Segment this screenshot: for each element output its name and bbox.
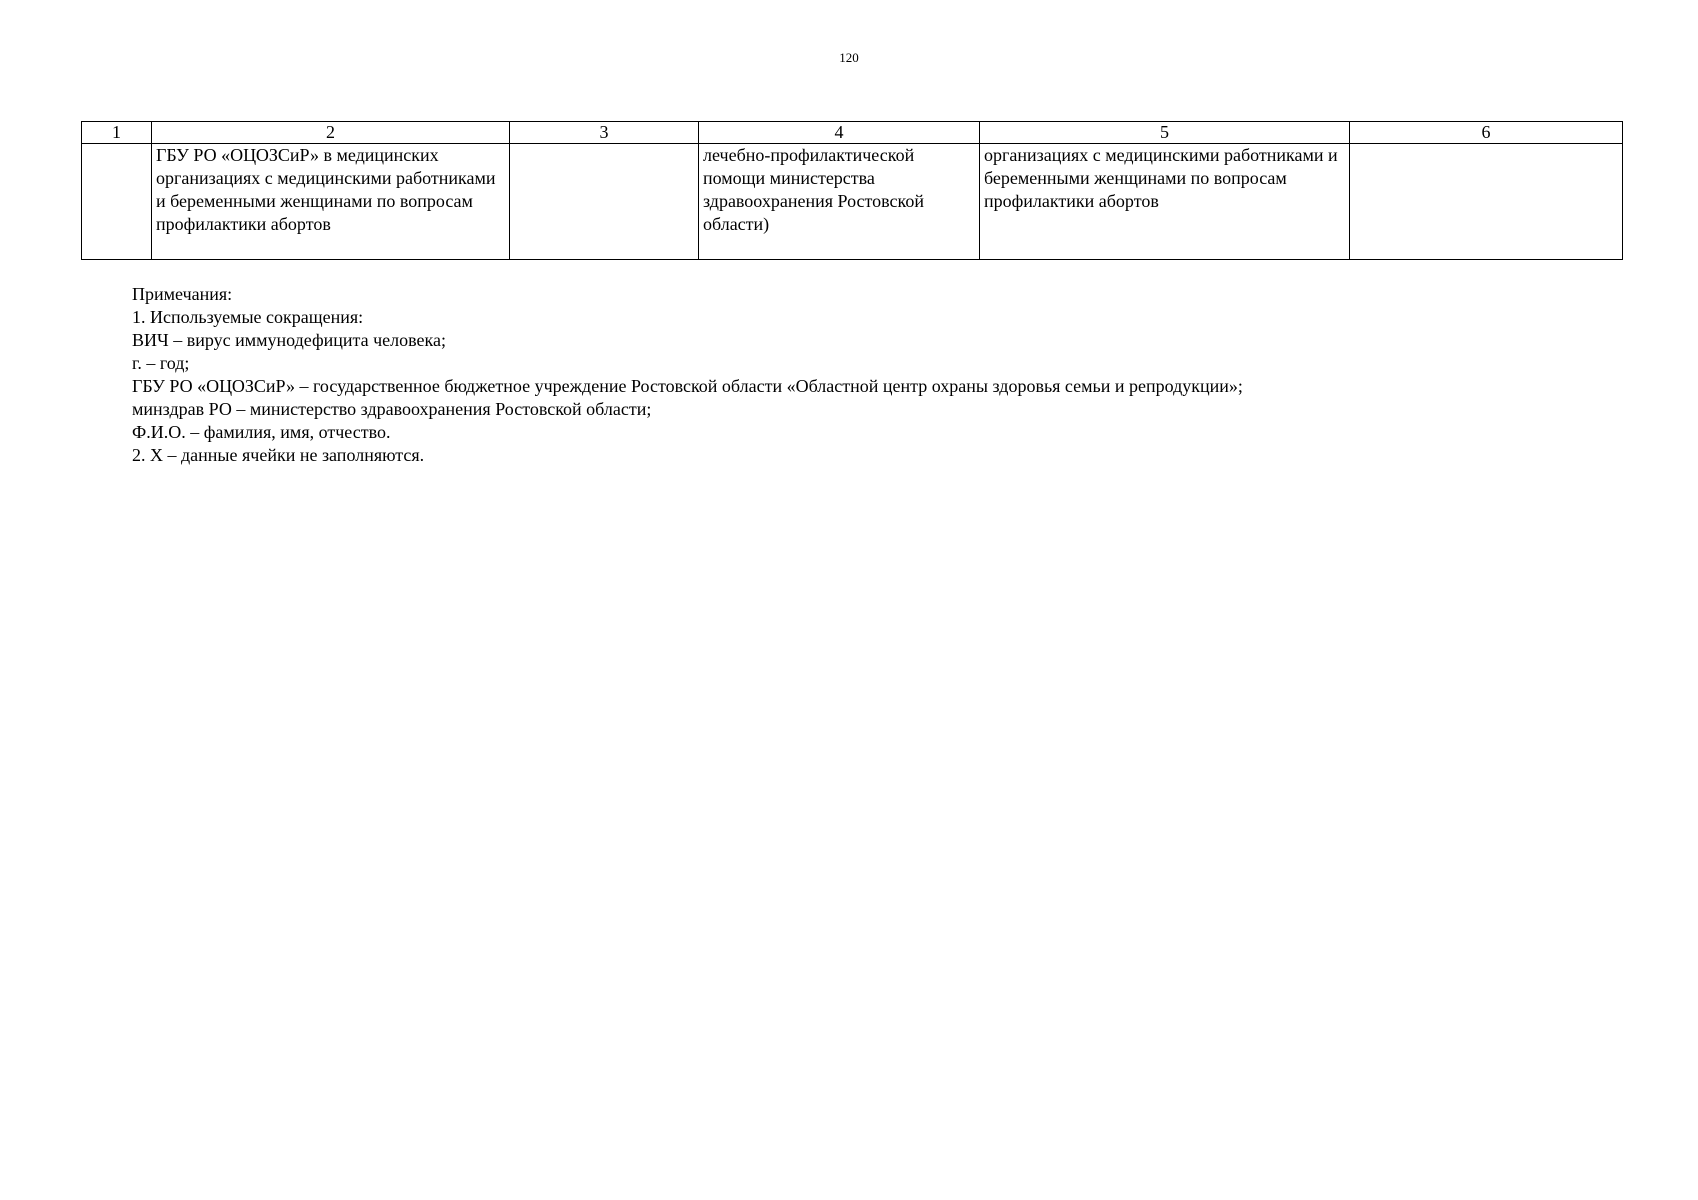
column-header-2: 2 [152,122,510,144]
notes-section [132,283,1612,467]
table-header-row [82,122,1623,144]
table-cell-col-1 [82,144,152,260]
column-header-4: 4 [699,122,980,144]
column-header-6: 6 [1350,122,1623,144]
column-header-5: 5 [980,122,1350,144]
note-line: ВИЧ – вирус иммунодефицита человека; [132,330,446,350]
table-cell-col-2: ГБУ РО «ОЦОЗСиР» в медицинских организациях с медицинскими работниками и беременными женщинами по вопросам профилактики абортов [152,144,510,260]
note-line: минздрав РО – министерство здравоохранения Ростовской области; [132,399,652,419]
table-cell-col-6 [1350,144,1623,260]
page-number: 120 [839,50,859,65]
note-line: Ф.И.О. – фамилия, имя, отчество. [132,422,391,442]
note-line: 2. Х – данные ячейки не заполняются. [132,445,425,465]
table-cell-col-5: организациях с медицинскими работниками и беременными женщинами по вопросам профилактики абортов [980,144,1350,260]
table-row [82,144,1623,260]
column-header-3: 3 [510,122,699,144]
note-line: г. – год; [132,353,190,373]
note-line: ГБУ РО «ОЦОЗСиР» – государственное бюджетное учреждение Ростовской области «Областной центр охраны здоровья семьи и репродукции»; [132,376,1243,396]
note-line: 1. Используемые сокращения: [132,307,364,327]
table-cell-col-3 [510,144,699,260]
column-header-1: 1 [82,122,152,144]
notes-heading: Примечания: [132,284,233,304]
data-table [81,121,1623,260]
table-cell-col-4: лечебно-профилактической помощи министерства здравоохранения Ростовской области) [699,144,980,260]
